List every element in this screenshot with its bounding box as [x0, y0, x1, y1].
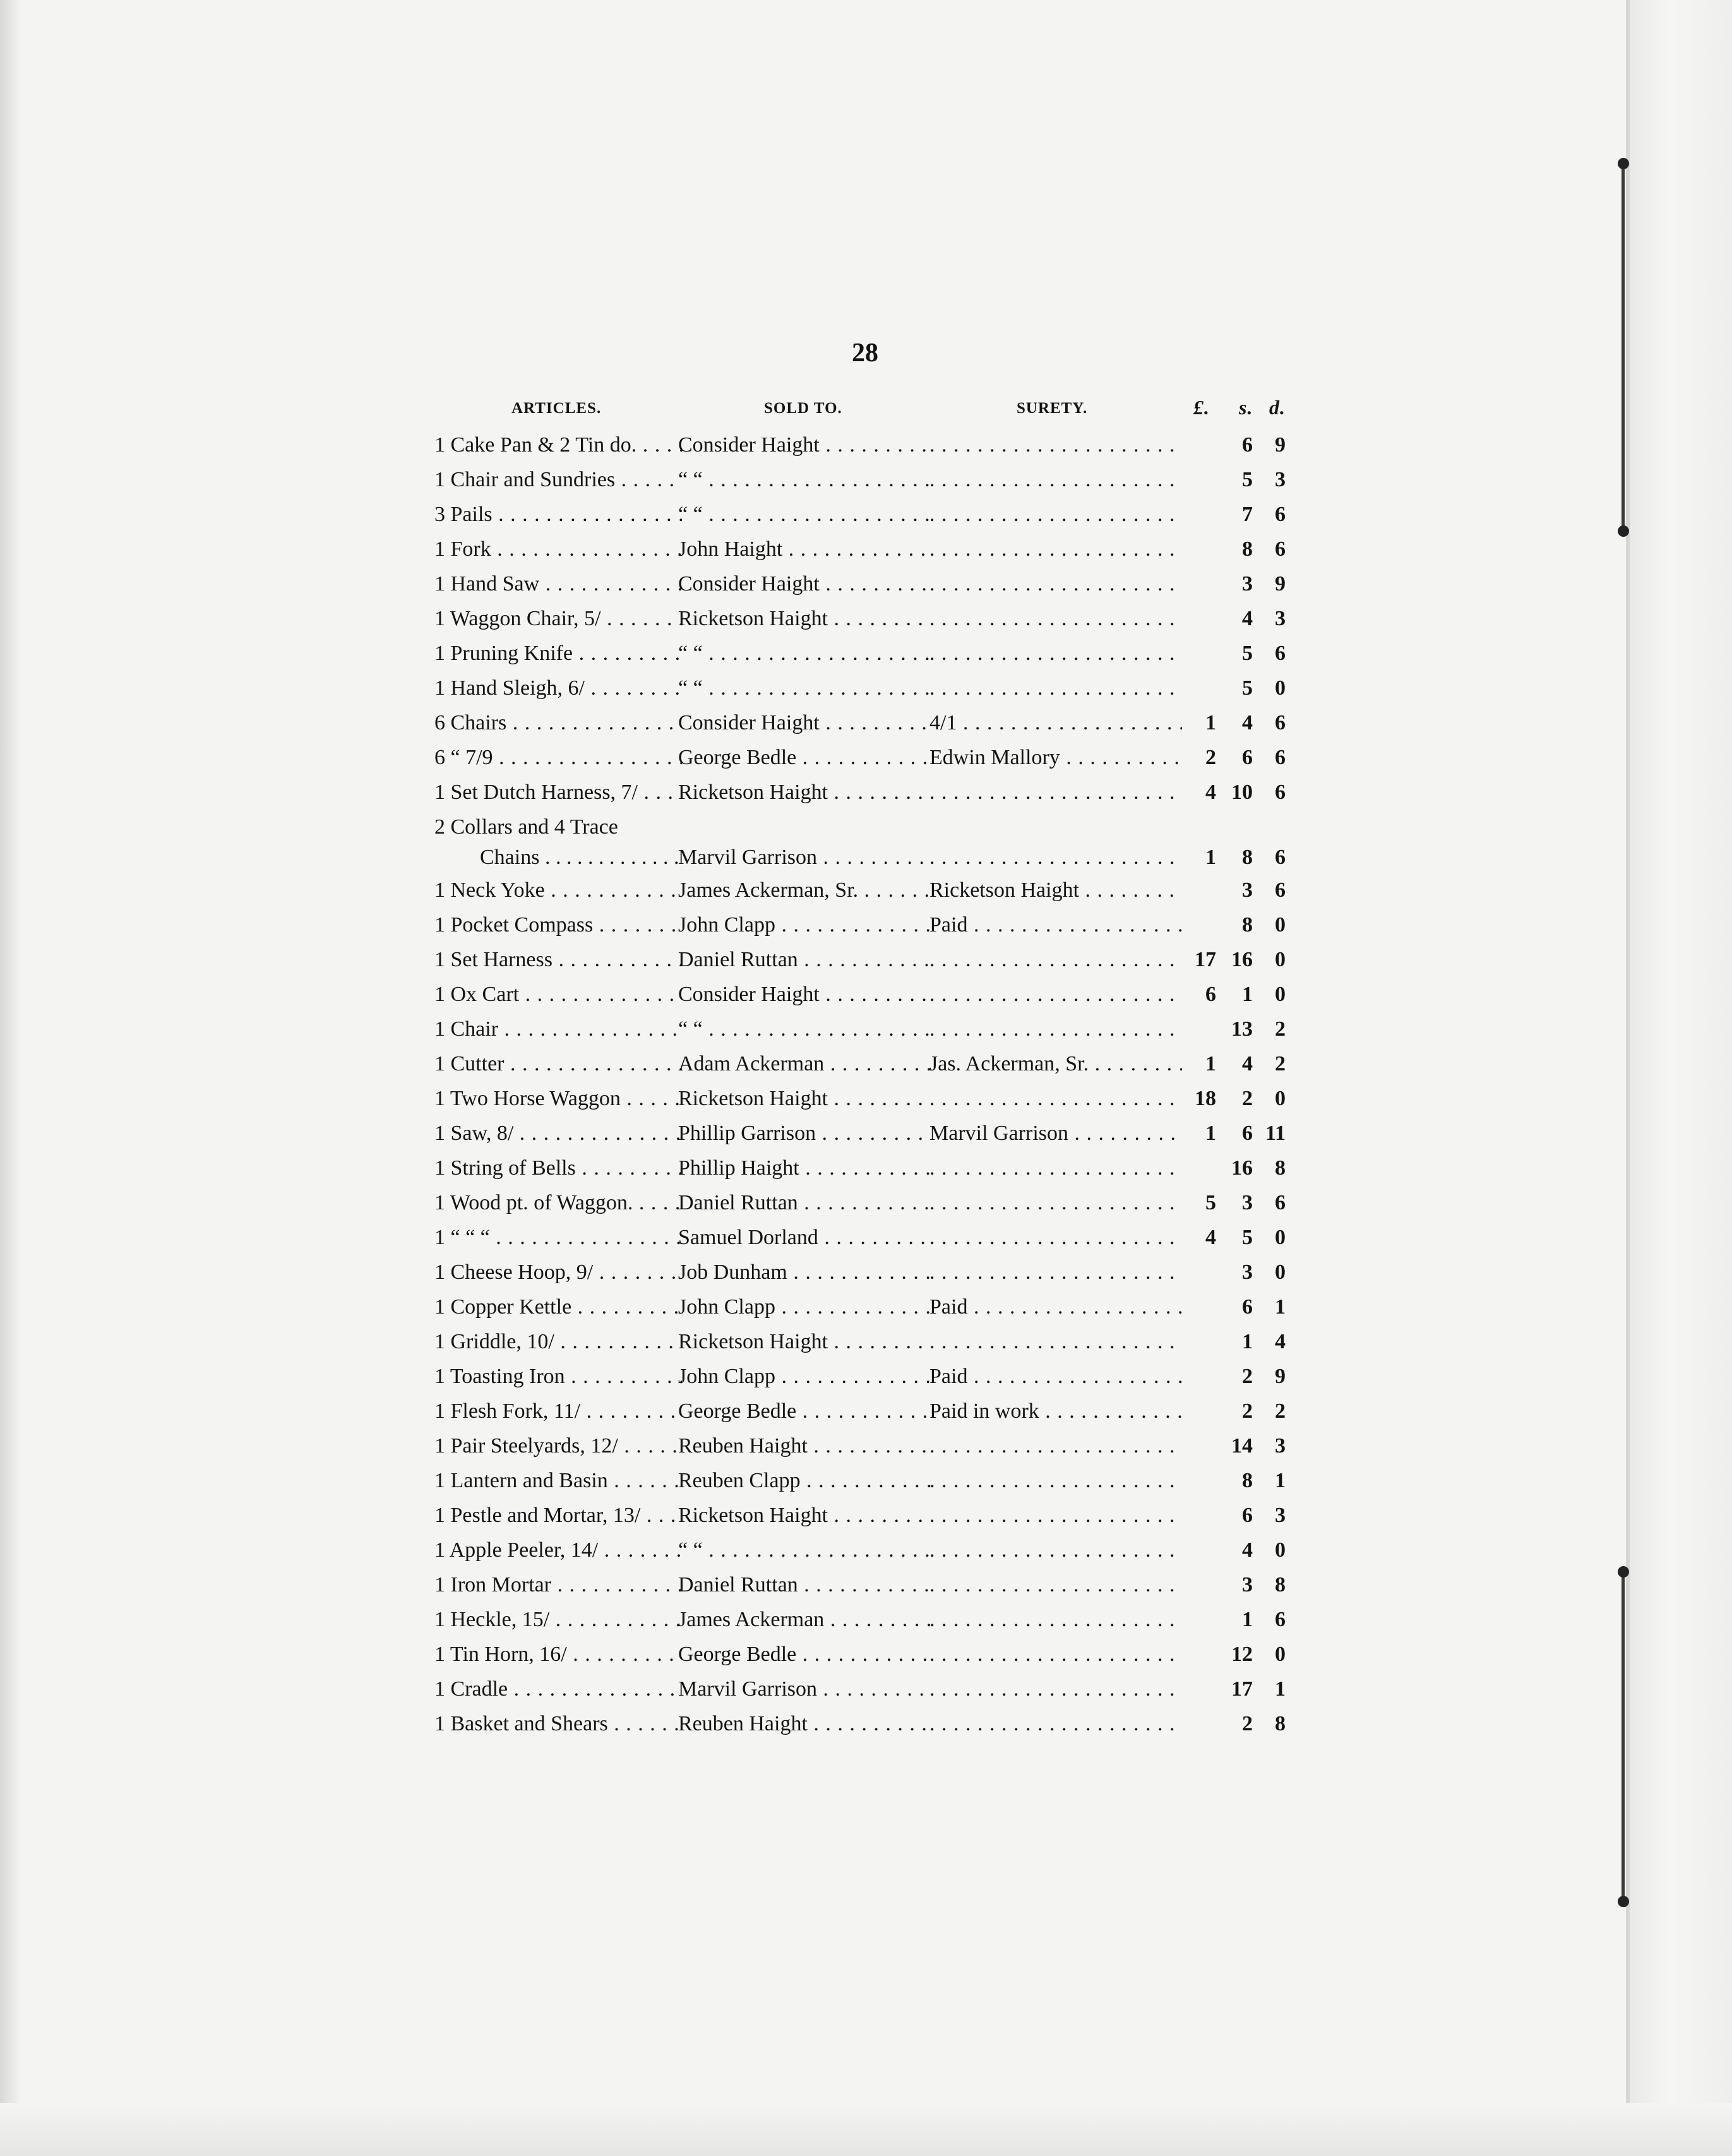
sold-to: Daniel Ruttan . . .: [678, 1573, 931, 1597]
surety: [929, 1226, 1182, 1250]
article: 1 Cradle . . .: [434, 1677, 682, 1701]
surety: Edwin Mallory . . .: [929, 746, 1182, 770]
sold-to: George Bedle . . .: [678, 1399, 931, 1423]
surety: [929, 642, 1182, 666]
sold-to: Consider Haight . . .: [678, 983, 931, 1007]
shillings: 1: [1242, 1330, 1253, 1353]
surety: Paid in work . . .: [929, 1399, 1182, 1423]
shillings: 16: [1231, 948, 1253, 971]
article: 1 Apple Peeler, 14/ . . .: [434, 1538, 682, 1562]
article-continued: Chains . . .: [480, 846, 682, 870]
shillings: 7: [1242, 503, 1253, 526]
sold-to: Adam Ackerman . . .: [678, 1052, 931, 1076]
shillings: 13: [1231, 1017, 1253, 1041]
article: 1 Pestle and Mortar, 13/ . . .: [434, 1504, 682, 1528]
surety: [929, 1643, 1182, 1667]
surety: Paid . . .: [929, 1295, 1182, 1319]
ledger-row: [0, 603, 1732, 638]
sold-to: Ricketson Haight . . .: [678, 1087, 931, 1111]
column-headers: [0, 396, 1732, 425]
shillings: 2: [1242, 1365, 1253, 1388]
pounds: 1: [1205, 711, 1216, 734]
header-surety: SURETY.: [1017, 400, 1088, 417]
shillings: 8: [1242, 1469, 1253, 1492]
article: 1 Fork . . .: [434, 537, 682, 561]
surety: [929, 1191, 1182, 1215]
pence: 6: [1275, 642, 1286, 665]
surety: [929, 572, 1182, 596]
ledger-row: [0, 1639, 1732, 1674]
surety: [929, 1573, 1182, 1597]
shillings: 1: [1242, 1608, 1253, 1631]
ledger-row: [0, 1083, 1732, 1118]
pence: 0: [1275, 948, 1286, 971]
header-pounds: £.: [1193, 396, 1210, 419]
header-sold-to: SOLD TO.: [764, 400, 842, 417]
pence: 9: [1275, 433, 1286, 457]
pounds: 4: [1205, 1226, 1216, 1249]
shillings: 5: [1242, 468, 1253, 491]
article: 1 Lantern and Basin . . .: [434, 1469, 682, 1493]
ledger-row: [0, 1361, 1732, 1396]
article: 1 Pair Steelyards, 12/ . . .: [434, 1434, 682, 1458]
shillings: 12: [1231, 1643, 1253, 1666]
pounds: 1: [1205, 1122, 1216, 1145]
surety: Marvil Garrison . . .: [929, 1122, 1182, 1146]
sold-to: Ricketson Haight . . .: [678, 781, 931, 805]
sold-to: “ “ . . .: [678, 1017, 931, 1041]
pence: 6: [1275, 878, 1286, 902]
ledger-row: [0, 944, 1732, 979]
surety: [929, 1156, 1182, 1180]
sold-to: “ “ . . .: [678, 642, 931, 666]
pence: 3: [1275, 1434, 1286, 1458]
shillings: 4: [1242, 607, 1253, 630]
surety: [929, 676, 1182, 700]
pence: 6: [1275, 537, 1286, 561]
pence: 9: [1275, 1365, 1286, 1388]
shillings: 14: [1231, 1434, 1253, 1458]
shillings: 17: [1231, 1677, 1253, 1701]
pence: 9: [1275, 572, 1286, 596]
header-articles: ARTICLES.: [511, 400, 602, 417]
shillings: 5: [1242, 1226, 1253, 1249]
surety: [929, 983, 1182, 1007]
shillings: 6: [1242, 1504, 1253, 1527]
sold-to: James Ackerman . . .: [678, 1608, 931, 1632]
pence: 2: [1275, 1052, 1286, 1075]
sold-to: John Clapp . . .: [678, 913, 931, 937]
ledger-row: [0, 1118, 1732, 1153]
pence: 8: [1275, 1156, 1286, 1180]
article: 1 Toasting Iron . . .: [434, 1365, 682, 1389]
shillings: 3: [1242, 1261, 1253, 1284]
sold-to: Consider Haight . . .: [678, 572, 931, 596]
pence: 6: [1275, 503, 1286, 526]
pounds: 1: [1205, 1052, 1216, 1075]
ledger-row: [0, 1604, 1732, 1639]
article: 1 Heckle, 15/ . . .: [434, 1608, 682, 1632]
surety: [929, 1608, 1182, 1632]
pence: 0: [1275, 676, 1286, 700]
surety: [929, 1087, 1182, 1111]
article: 1 Wood pt. of Waggon. . . .: [434, 1191, 682, 1215]
sold-to: Reuben Clapp . . .: [678, 1469, 931, 1493]
pence: 6: [1275, 846, 1286, 869]
sold-to: James Ackerman, Sr. . . .: [678, 878, 931, 902]
ledger-row: [0, 1500, 1732, 1535]
ledger-row: [0, 875, 1732, 909]
ledger-row: [0, 707, 1732, 742]
shillings: 2: [1242, 1712, 1253, 1735]
pence: 2: [1275, 1017, 1286, 1041]
pence: 6: [1275, 1608, 1286, 1631]
surety: [929, 1434, 1182, 1458]
shillings: 3: [1242, 878, 1253, 902]
ledger-row: [0, 1187, 1732, 1222]
shillings: 6: [1242, 1122, 1253, 1145]
surety: [929, 607, 1182, 631]
shillings: 16: [1231, 1156, 1253, 1180]
pounds: 6: [1205, 983, 1216, 1006]
article: 2 Collars and 4 Trace: [434, 815, 618, 839]
ledger-row: [0, 1048, 1732, 1083]
shillings: 2: [1242, 1087, 1253, 1110]
surety: Paid . . .: [929, 1365, 1182, 1389]
article: 1 Cake Pan & 2 Tin do. . . .: [434, 433, 682, 457]
surety: [929, 948, 1182, 972]
pounds: 1: [1205, 846, 1216, 869]
sold-to: Marvil Garrison . . .: [678, 846, 931, 870]
surety: [929, 1538, 1182, 1562]
shillings: 4: [1242, 1052, 1253, 1075]
article: 1 Set Harness . . .: [434, 948, 682, 972]
surety: [929, 1261, 1182, 1285]
pence: 8: [1275, 1712, 1286, 1735]
surety: Jas. Ackerman, Sr. . . .: [929, 1052, 1182, 1076]
pence: 0: [1275, 983, 1286, 1006]
pence: 6: [1275, 711, 1286, 734]
sold-to: Job Dunham . . .: [678, 1261, 931, 1285]
ledger-row: [0, 499, 1732, 534]
article: 6 Chairs . . .: [434, 711, 682, 735]
ledger-row: [0, 1674, 1732, 1708]
sold-to: Phillip Haight . . .: [678, 1156, 931, 1180]
surety: [929, 781, 1182, 805]
page-number: 28: [852, 338, 878, 368]
article: 1 Two Horse Waggon . . .: [434, 1087, 682, 1111]
ledger-row: [0, 1465, 1732, 1500]
ledger-row: [0, 777, 1732, 811]
article: 1 Basket and Shears . . .: [434, 1712, 682, 1736]
sold-to: Daniel Ruttan . . .: [678, 948, 931, 972]
article: 1 Cheese Hoop, 9/ . . .: [434, 1261, 682, 1285]
ledger-row: [0, 1396, 1732, 1430]
surety: [929, 1330, 1182, 1354]
sold-to: George Bedle . . .: [678, 746, 931, 770]
surety: [929, 1504, 1182, 1528]
article: 1 Chair . . .: [434, 1017, 682, 1041]
shillings: 5: [1242, 642, 1253, 665]
pence: 8: [1275, 1573, 1286, 1596]
surety: Ricketson Haight . . .: [929, 878, 1182, 902]
surety: [929, 468, 1182, 492]
pounds: 5: [1205, 1191, 1216, 1214]
shillings: 10: [1231, 781, 1253, 804]
shillings: 6: [1242, 746, 1253, 769]
pence: 1: [1275, 1469, 1286, 1492]
pounds: 2: [1205, 746, 1216, 769]
surety: [929, 433, 1182, 457]
shillings: 5: [1242, 676, 1253, 700]
article: 1 Saw, 8/ . . .: [434, 1122, 682, 1146]
sold-to: Phillip Garrison . . .: [678, 1122, 931, 1146]
article: 1 Set Dutch Harness, 7/ . . .: [434, 781, 682, 805]
ledger-row: [0, 1430, 1732, 1465]
pence: 0: [1275, 1226, 1286, 1249]
shillings: 6: [1242, 1295, 1253, 1319]
pence: 3: [1275, 468, 1286, 491]
article: 6 “ 7/9 . . .: [434, 746, 682, 770]
pence: 1: [1275, 1677, 1286, 1701]
sold-to: Ricketson Haight . . .: [678, 1504, 931, 1528]
ledger-row: [0, 1222, 1732, 1257]
sale-ledger: [0, 429, 1732, 1743]
ledger-row: [0, 673, 1732, 707]
sold-to: Ricketson Haight . . .: [678, 1330, 931, 1354]
pence: 1: [1275, 1295, 1286, 1319]
sold-to: John Haight . . .: [678, 537, 931, 561]
pence: 0: [1275, 1538, 1286, 1562]
ledger-row: [0, 1257, 1732, 1291]
shillings: 4: [1242, 711, 1253, 734]
ledger-row: [0, 1535, 1732, 1569]
pounds: 18: [1195, 1087, 1216, 1110]
ledger-row: [0, 1326, 1732, 1361]
article: 1 String of Bells . . .: [434, 1156, 682, 1180]
article: 3 Pails . . .: [434, 503, 682, 527]
ledger-row: [0, 1569, 1732, 1604]
pence: 3: [1275, 1504, 1286, 1527]
shillings: 2: [1242, 1399, 1253, 1423]
sold-to: Reuben Haight . . .: [678, 1434, 931, 1458]
pence: 0: [1275, 913, 1286, 937]
article: 1 Chair and Sundries . . .: [434, 468, 682, 492]
sold-to: Marvil Garrison . . .: [678, 1677, 931, 1701]
surety: 4/1 . . .: [929, 711, 1182, 735]
surety: [929, 1677, 1182, 1701]
article: 1 Pruning Knife . . .: [434, 642, 682, 666]
pence: 0: [1275, 1643, 1286, 1666]
shillings: 8: [1242, 846, 1253, 869]
surety: [929, 503, 1182, 527]
article: 1 Pocket Compass . . .: [434, 913, 682, 937]
header-shillings: s.: [1239, 396, 1253, 419]
surety: [929, 537, 1182, 561]
sold-to: “ “ . . .: [678, 676, 931, 700]
article: 1 “ “ “ . . .: [434, 1226, 682, 1250]
ledger-row: [0, 909, 1732, 944]
shillings: 8: [1242, 913, 1253, 937]
shillings: 3: [1242, 1191, 1253, 1214]
ledger-row: [0, 979, 1732, 1014]
pounds: 17: [1195, 948, 1216, 971]
article: 1 Copper Kettle . . .: [434, 1295, 682, 1319]
pence: 6: [1275, 781, 1286, 804]
article: 1 Ox Cart . . .: [434, 983, 682, 1007]
sold-to: Consider Haight . . .: [678, 711, 931, 735]
sold-to: Samuel Dorland . . .: [678, 1226, 931, 1250]
article: 1 Flesh Fork, 11/ . . .: [434, 1399, 682, 1423]
surety: [929, 1469, 1182, 1493]
pence: 0: [1275, 1261, 1286, 1284]
article: 1 Iron Mortar . . .: [434, 1573, 682, 1597]
sold-to: John Clapp . . .: [678, 1365, 931, 1389]
article: 1 Tin Horn, 16/ . . .: [434, 1643, 682, 1667]
ledger-row: [0, 429, 1732, 464]
pence: 0: [1275, 1087, 1286, 1110]
ledger-row: [0, 1014, 1732, 1048]
sold-to: Daniel Ruttan . . .: [678, 1191, 931, 1215]
sold-to: John Clapp . . .: [678, 1295, 931, 1319]
shillings: 4: [1242, 1538, 1253, 1562]
shillings: 3: [1242, 572, 1253, 596]
pence: 6: [1275, 746, 1286, 769]
sold-to: “ “ . . .: [678, 503, 931, 527]
surety: [929, 1712, 1182, 1736]
sold-to: Consider Haight . . .: [678, 433, 931, 457]
ledger-row: [0, 638, 1732, 673]
pence: 6: [1275, 1191, 1286, 1214]
sold-to: Ricketson Haight . . .: [678, 607, 931, 631]
pence: 3: [1275, 607, 1286, 630]
shillings: 8: [1242, 537, 1253, 561]
header-pence: d.: [1269, 396, 1286, 419]
ledger-row: [0, 1291, 1732, 1326]
shillings: 3: [1242, 1573, 1253, 1596]
article: 1 Waggon Chair, 5/ . . .: [434, 607, 682, 631]
article: 1 Cutter . . .: [434, 1052, 682, 1076]
sold-to: George Bedle . . .: [678, 1643, 931, 1667]
pence: 2: [1275, 1399, 1286, 1423]
surety: Paid . . .: [929, 913, 1182, 937]
surety: [929, 846, 1182, 870]
shillings: 1: [1242, 983, 1253, 1006]
sold-to: “ “ . . .: [678, 1538, 931, 1562]
ledger-row: [0, 534, 1732, 568]
surety: [929, 1017, 1182, 1041]
ledger-row: [0, 464, 1732, 499]
pence: 4: [1275, 1330, 1286, 1353]
shillings: 6: [1242, 433, 1253, 457]
sold-to: “ “ . . .: [678, 468, 931, 492]
article: 1 Hand Sleigh, 6/ . . .: [434, 676, 682, 700]
sold-to: Reuben Haight . . .: [678, 1712, 931, 1736]
article: 1 Griddle, 10/ . . .: [434, 1330, 682, 1354]
article: 1 Hand Saw . . .: [434, 572, 682, 596]
ledger-row: [0, 1708, 1732, 1743]
article: 1 Neck Yoke . . .: [434, 878, 682, 902]
ledger-row: [0, 568, 1732, 603]
ledger-row: [0, 811, 1732, 875]
ledger-row: [0, 742, 1732, 777]
pounds: 4: [1205, 781, 1216, 804]
ledger-row: [0, 1153, 1732, 1187]
page-bottom-shade: [0, 2103, 1732, 2156]
pence: 11: [1265, 1122, 1286, 1145]
